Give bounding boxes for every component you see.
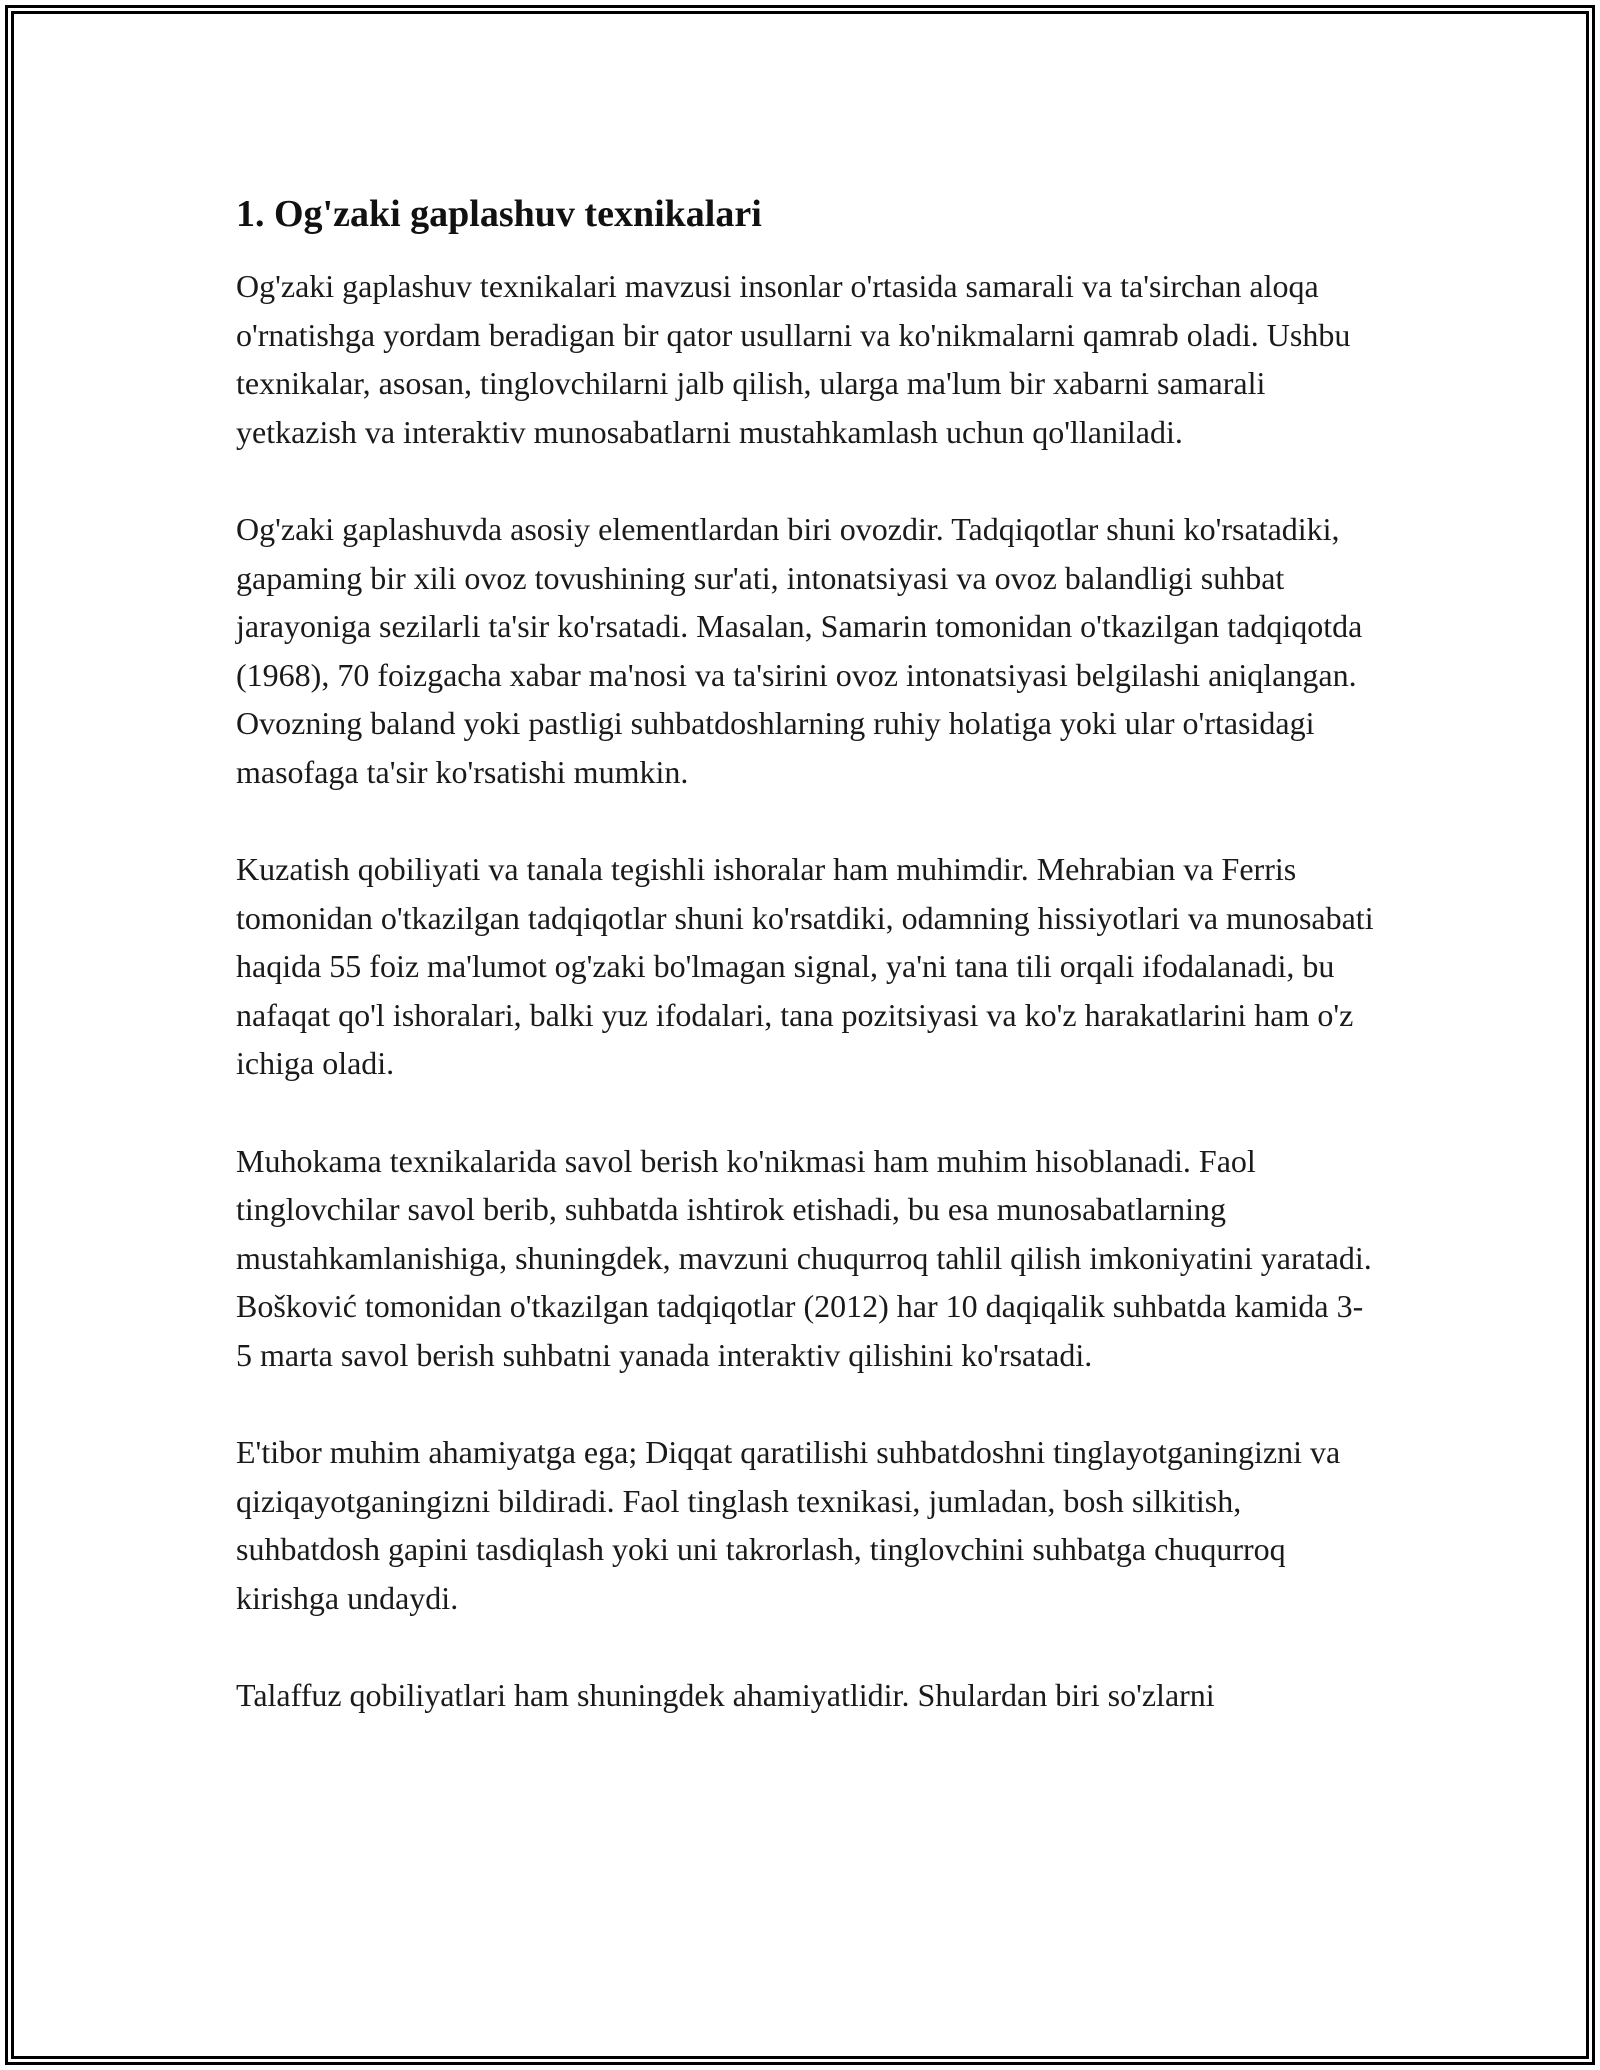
- paragraph-questions: Muhokama texnikalarida savol berish ko'nikmasi ham muhim hisoblanadi. Faol tinglovchilar savol berib, suhbatda ishtirok etishadi, bu esa munosabatlarning mustahkamlanishiga, shuningdek, mavzuni chuqurroq tahlil qilish imkoniyatini yaratadi. Bošković tomonidan o'tkazilgan tadqiqotlar (2012) har 10 daqiqalik suhbatda kamida 3-5 marta savol berish suhbatni yanada interaktiv qilishini ko'rsatadi.: [236, 1142, 1372, 1373]
- section-heading: 1. Og'zaki gaplashuv texnikalari: [236, 193, 762, 235]
- paragraph-voice: Og'zaki gaplashuvda asosiy elementlardan biri ovozdir. Tadqiqotlar shuni ko'rsatadiki, gapaming bir xili ovoz tovushining sur'ati, intonatsiyasi va ovoz balandligi suhbat jarayoniga sezilarli ta'sir ko'rsatadi. Masalan, Samarin tomonidan o'tkazilgan tadqiqotda (1968), 70 foizgacha xabar ma'nosi va ta'sirini ovoz intonatsiyasi belgilashi aniqlangan. Ovozning baland yoki pastligi suhbatdoshlarning ruhiy holatiga yoki ular o'rtasidagi masofaga ta'sir ko'rsatishi mumkin.: [236, 511, 1363, 790]
- paragraph-attention: E'tibor muhim ahamiyatga ega; Diqqat qaratilishi suhbatdoshni tinglayotganingizni va qiziqayotganingizni bildiradi. Faol tinglash texnikasi, jumladan, bosh silkitish, suhbatdosh gapini tasdiqlash yoki uni takrorlash, tinglovchini suhbatga chuqurroq kirishga undaydi.: [236, 1434, 1341, 1616]
- paragraph-body-language: Kuzatish qobiliyati va tanala tegishli ishoralar ham muhimdir. Mehrabian va Ferris tomonidan o'tkazilgan tadqiqotlar shuni ko'rsatdiki, odamning hissiyotlari va munosabati haqida 55 foiz ma'lumot og'zaki bo'lmagan signal, ya'ni tana tili orqali ifodalanadi, bu nafaqat qo'l ishoralari, balki yuz ifodalari, tana pozitsiyasi va ko'z harakatlarini ham o'z ichiga oladi.: [236, 851, 1374, 1081]
- paragraph-intro: Og'zaki gaplashuv texnikalari mavzusi insonlar o'rtasida samarali va ta'sirchan aloqa o'rnatishga yordam beradigan bir qator usullarni va ko'nikmalarni qamrab oladi. Ushbu texnikalar, asosan, tinglovchilarni jalb qilish, ularga ma'lum bir xabarni samarali yetkazish va interaktiv munosabatlarni mustahkamlash uchun qo'llaniladi.: [236, 268, 1351, 450]
- document-body: [236, 190, 1376, 1769]
- paragraph-pronunciation: Talaffuz qobiliyatlari ham shuningdek ahamiyatlidir. Shulardan biri so'zlarni: [236, 1677, 1215, 1713]
